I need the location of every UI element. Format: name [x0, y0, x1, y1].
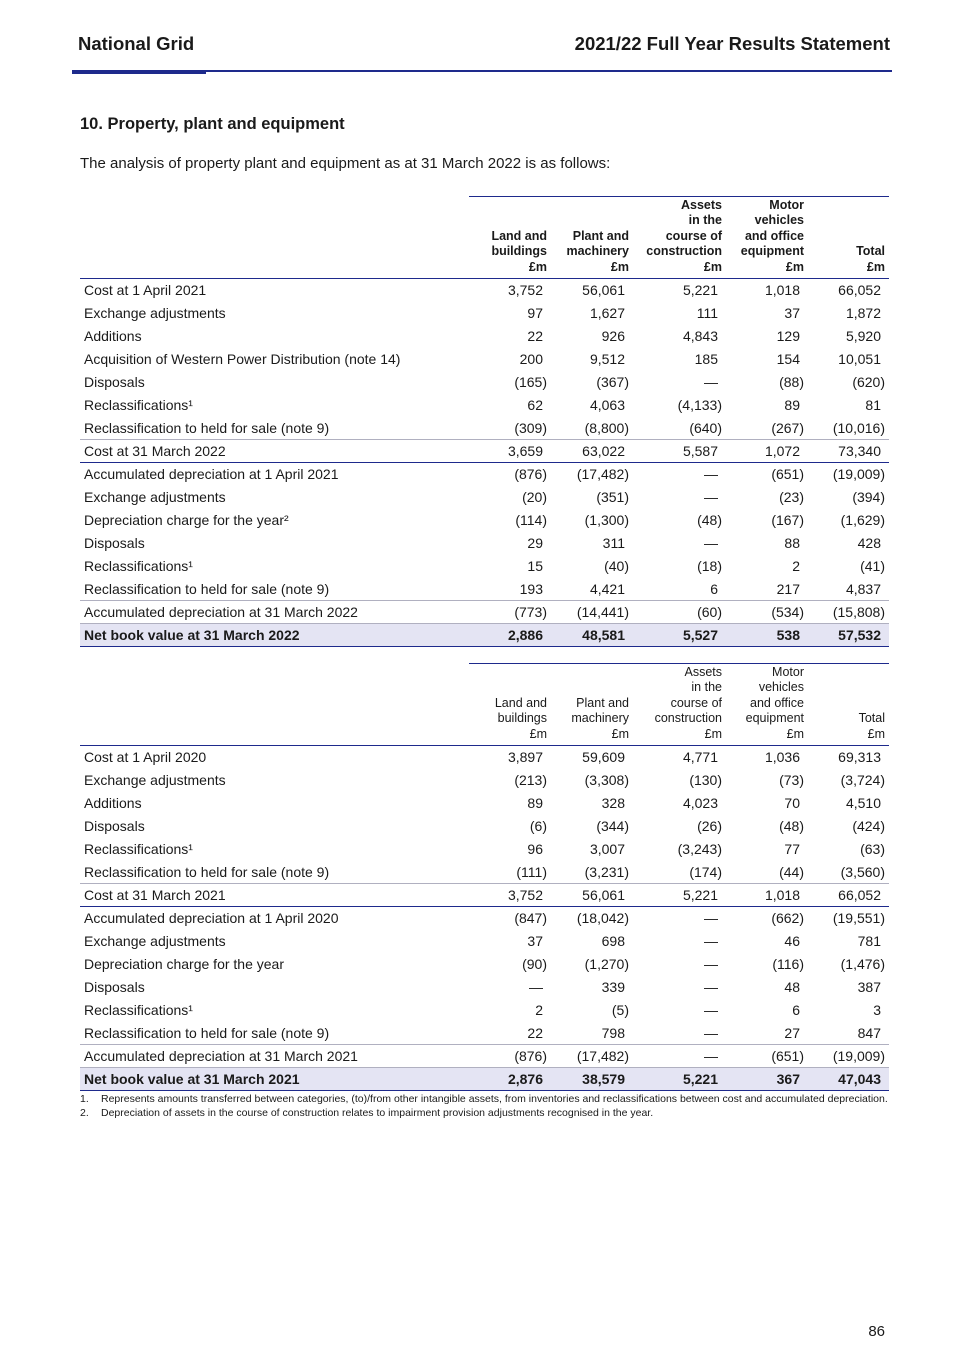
table-row: [80, 792, 889, 815]
cell-value: 200: [519, 351, 543, 367]
row-label: Reclassification to held for sale (note 9): [84, 863, 330, 880]
cell-value: —: [704, 933, 718, 949]
cell-value: (5): [611, 1002, 629, 1018]
cell-value: (424): [852, 818, 885, 834]
footnote-text: Depreciation of assets in the course of construction relates to impairment provision adjustments recognised in the year.: [101, 1107, 654, 1119]
row-label: Reclassifications¹: [84, 397, 193, 413]
column-header-line: course of: [670, 695, 722, 710]
cell-value: 57,532: [808, 624, 889, 647]
row-label: Depreciation charge for the year: [84, 956, 284, 972]
cell-value: (847): [514, 910, 547, 927]
column-header-line: £m: [867, 726, 885, 741]
column-header-construction: [633, 197, 726, 279]
cell-value: 5,587: [633, 440, 726, 463]
cell-value: 1,872: [845, 305, 881, 321]
cell-value: 22: [527, 1024, 543, 1041]
document-title: 2021/22 Full Year Results Statement: [574, 33, 890, 54]
cell-value: 185: [694, 351, 718, 367]
cell-value: (116): [772, 956, 804, 972]
cell-value: 48: [784, 979, 800, 995]
cell-value: 22: [527, 328, 543, 344]
cell-value: 15: [527, 558, 543, 574]
cell-value: (73): [779, 772, 804, 788]
header-accent-bar: [72, 70, 206, 74]
column-header-line: Assets: [684, 664, 722, 679]
cell-value: 56,061: [582, 282, 625, 299]
column-header-line: £m: [866, 259, 885, 274]
cell-value: (130): [689, 772, 722, 788]
cell-value: 70: [784, 795, 800, 811]
cell-value: (15,808): [808, 601, 889, 624]
cell-value: (114): [515, 512, 547, 528]
cell-value: 847: [857, 1024, 881, 1041]
cell-value: 46: [784, 933, 800, 949]
table-row: [80, 838, 889, 861]
column-header-line: construction: [646, 244, 722, 258]
cell-value: 81: [865, 397, 881, 413]
cell-value: 798: [601, 1024, 625, 1041]
cell-value: (3,231): [584, 863, 629, 880]
table-row: [80, 746, 889, 769]
page-header: [78, 33, 890, 59]
cell-value: 129: [776, 328, 800, 344]
cell-value: (3,243): [677, 841, 722, 857]
column-header-motor: [726, 197, 808, 279]
row-label: Cost at 31 March 2022: [80, 440, 469, 463]
row-label: Cost at 1 April 2021: [84, 282, 207, 299]
row-label: Reclassification to held for sale (note 9): [84, 419, 330, 436]
column-header-line: Plant and: [576, 695, 629, 710]
ppe-table-2022: [80, 196, 889, 647]
cell-value: 328: [601, 795, 625, 811]
cell-value: (213): [514, 772, 547, 788]
cell-value: 47,043: [808, 1068, 889, 1091]
cell-value: 538: [726, 624, 808, 647]
row-label: Reclassifications¹: [84, 841, 193, 857]
cell-value: 66,052: [808, 884, 889, 907]
column-header-line: Plant and: [572, 228, 629, 243]
cell-value: 3,659: [469, 440, 551, 463]
cell-value: —: [704, 1002, 718, 1018]
row-label: Exchange adjustments: [84, 489, 226, 505]
cell-value: (1,629): [840, 512, 885, 528]
table-row: [80, 371, 889, 394]
cell-value: 88: [784, 535, 800, 551]
cell-value: (620): [852, 374, 885, 390]
table-row: [80, 394, 889, 417]
cell-value: 38,579: [551, 1068, 633, 1091]
table-row: [80, 463, 889, 486]
cell-value: (344): [596, 818, 629, 834]
row-label: Disposals: [84, 979, 145, 995]
cell-value: —: [704, 910, 718, 927]
cell-value: (640): [689, 419, 722, 436]
cell-value: 217: [776, 580, 800, 597]
table-row: [80, 1045, 889, 1068]
column-header-land: [469, 197, 551, 279]
column-header-total: [808, 664, 889, 746]
ppe-table-2021: [80, 663, 889, 1091]
table-row: [80, 532, 889, 555]
cell-value: (534): [726, 601, 808, 624]
row-label: Net book value at 31 March 2021: [80, 1068, 469, 1091]
cell-value: (6): [529, 818, 547, 834]
column-header-total: [808, 197, 889, 279]
table-row: [80, 578, 889, 601]
cell-value: —: [704, 979, 718, 995]
column-header-line: machinery: [566, 244, 629, 258]
cell-value: 29: [527, 535, 543, 551]
cell-value: (18,042): [576, 910, 629, 927]
cell-value: 154: [776, 351, 800, 367]
row-label: Additions: [84, 328, 142, 344]
cell-value: 77: [784, 841, 800, 857]
column-header-line: £m: [703, 259, 722, 274]
cell-value: (60): [633, 601, 726, 624]
footnote-number: 2.: [80, 1107, 89, 1119]
company-name: National Grid: [78, 33, 195, 54]
cell-value: —: [704, 535, 718, 551]
table-row: [80, 348, 889, 371]
cell-value: (367): [596, 374, 629, 390]
cell-value: 27: [784, 1024, 800, 1041]
cell-value: 781: [857, 933, 881, 949]
column-header-blank: [80, 664, 469, 746]
cell-value: 4,421: [589, 580, 625, 597]
cell-value: (651): [771, 466, 804, 483]
cell-value: (63): [860, 841, 885, 857]
cell-value: 428: [857, 535, 881, 551]
cell-value: 2: [535, 1002, 543, 1018]
cell-value: 1,072: [726, 440, 808, 463]
cell-value: (174): [689, 863, 722, 880]
column-header-land: [469, 664, 551, 746]
cell-value: (26): [697, 818, 722, 834]
column-header-line: vehicles: [754, 213, 804, 227]
cell-value: (40): [604, 558, 629, 574]
cell-value: 111: [696, 305, 718, 321]
cell-value: (773): [469, 601, 551, 624]
row-label: Disposals: [84, 535, 145, 551]
table-row: [80, 601, 889, 624]
cell-value: (4,133): [677, 397, 722, 413]
cell-value: 59,609: [582, 749, 625, 766]
cell-value: —: [704, 1024, 718, 1041]
column-header-plant: [551, 664, 633, 746]
column-header-line: equipment: [745, 711, 804, 725]
row-label: Accumulated depreciation at 1 April 2020: [84, 910, 339, 927]
cell-value: 5,221: [682, 282, 718, 299]
cell-value: (876): [469, 1045, 551, 1068]
cell-value: (44): [779, 863, 804, 880]
column-header-line: £m: [785, 259, 804, 274]
cell-value: (88): [779, 374, 804, 390]
column-header-line: Assets: [681, 197, 722, 212]
footnote-text: Represents amounts transferred between categories, (to)/from other intangible assets, from inventories and reclassifications between cost and accumulated depreciation.: [101, 1093, 888, 1105]
table-row: [80, 861, 889, 884]
cell-value: 4,843: [682, 328, 718, 344]
footnotes: [80, 1093, 890, 1121]
table-row: [80, 417, 889, 440]
cell-value: 9,512: [589, 351, 625, 367]
table-row: [80, 555, 889, 578]
row-label: Exchange adjustments: [84, 772, 226, 788]
column-header-line: £m: [611, 726, 629, 741]
table-row: [80, 907, 889, 930]
cell-value: —: [633, 1045, 726, 1068]
table-row: [80, 624, 889, 647]
column-header-line: in the: [691, 680, 722, 694]
column-header-line: machinery: [571, 711, 629, 725]
row-label: Net book value at 31 March 2022: [80, 624, 469, 647]
cell-value: (14,441): [551, 601, 633, 624]
cell-value: —: [704, 374, 718, 390]
table-row: [80, 440, 889, 463]
cell-value: 89: [784, 397, 800, 413]
cell-value: 4,063: [589, 397, 625, 413]
cell-value: 63,022: [551, 440, 633, 463]
row-label: Reclassification to held for sale (note 9): [84, 1024, 330, 1041]
cell-value: 97: [527, 305, 543, 321]
row-label: Reclassification to held for sale (note 9): [84, 580, 330, 597]
row-label: Cost at 1 April 2020: [84, 749, 207, 766]
cell-value: 1,018: [764, 282, 800, 299]
cell-value: 4,771: [682, 749, 718, 766]
footnote-2: [80, 1107, 890, 1120]
cell-value: (165): [514, 374, 547, 390]
cell-value: (8,800): [584, 419, 629, 436]
cell-value: 2,876: [469, 1068, 551, 1091]
cell-value: 89: [527, 795, 543, 811]
table-row: [80, 999, 889, 1022]
row-label: Exchange adjustments: [84, 305, 226, 321]
column-header-line: buildings: [491, 244, 547, 258]
cell-value: 37: [527, 933, 543, 949]
row-label: Accumulated depreciation at 31 March 2022: [80, 601, 469, 624]
row-label: Depreciation charge for the year²: [84, 512, 289, 528]
column-header-line: buildings: [497, 711, 547, 725]
cell-value: 48,581: [551, 624, 633, 647]
cell-value: 5,221: [633, 1068, 726, 1091]
column-header-line: Total: [856, 244, 885, 258]
cell-value: 1,018: [726, 884, 808, 907]
row-label: Disposals: [84, 818, 145, 834]
column-header-line: £m: [786, 726, 804, 741]
cell-value: (167): [771, 512, 804, 528]
row-label: Additions: [84, 795, 142, 811]
cell-value: (17,482): [551, 1045, 633, 1068]
column-header-line: and office: [744, 228, 804, 243]
column-header-plant: [551, 197, 633, 279]
cell-value: 387: [857, 979, 881, 995]
cell-value: 926: [601, 328, 625, 344]
cell-value: (3,308): [584, 772, 629, 788]
cell-value: (3,560): [840, 863, 885, 880]
footnote-1: [80, 1093, 890, 1106]
cell-value: 4,837: [845, 580, 881, 597]
row-label: Accumulated depreciation at 31 March 2021: [80, 1045, 469, 1068]
table-row: [80, 509, 889, 532]
table-row: [80, 302, 889, 325]
cell-value: 698: [601, 933, 625, 949]
cell-value: 3,007: [589, 841, 625, 857]
column-header-line: Land and: [491, 228, 547, 243]
cell-value: —: [704, 489, 718, 505]
page-number: 86: [868, 1323, 885, 1340]
cell-value: 62: [527, 397, 543, 413]
cell-value: —: [704, 466, 718, 483]
cell-value: (18): [697, 558, 722, 574]
cell-value: 2,886: [469, 624, 551, 647]
column-header-line: construction: [654, 711, 722, 725]
column-header-line: and office: [750, 695, 804, 710]
cell-value: (20): [522, 489, 547, 505]
table-row: [80, 815, 889, 838]
column-header-line: Land and: [494, 695, 547, 710]
column-header-line: vehicles: [758, 680, 804, 694]
cell-value: 3: [873, 1002, 881, 1018]
cell-value: 367: [726, 1068, 808, 1091]
row-label: Accumulated depreciation at 1 April 2021: [84, 466, 339, 483]
cell-value: 5,527: [633, 624, 726, 647]
column-header-blank: [80, 197, 469, 279]
table-row: [80, 976, 889, 999]
cell-value: (394): [852, 489, 885, 505]
table-row: [80, 279, 889, 302]
cell-value: (48): [697, 512, 722, 528]
cell-value: 66,052: [838, 282, 881, 299]
cell-value: 6: [710, 580, 718, 597]
cell-value: (651): [726, 1045, 808, 1068]
table-row: [80, 884, 889, 907]
cell-value: (1,270): [584, 956, 629, 972]
cell-value: (17,482): [576, 466, 629, 483]
cell-value: 4,023: [682, 795, 718, 811]
table-row: [80, 769, 889, 792]
column-header-line: £m: [528, 259, 547, 274]
cell-value: 193: [519, 580, 543, 597]
column-header-line: £m: [610, 259, 629, 274]
cell-value: 3,752: [469, 884, 551, 907]
cell-value: 5,920: [845, 328, 881, 344]
cell-value: 10,051: [838, 351, 881, 367]
column-header-line: £m: [704, 726, 722, 741]
cell-value: 2: [792, 558, 800, 574]
section-title: 10. Property, plant and equipment: [80, 115, 345, 133]
cell-value: 73,340: [808, 440, 889, 463]
cell-value: 3,752: [507, 282, 543, 299]
row-label: Disposals: [84, 374, 145, 390]
cell-value: (1,300): [584, 512, 629, 528]
cell-value: 1,627: [589, 305, 625, 321]
column-header-line: Total: [858, 711, 885, 725]
cell-value: (1,476): [840, 956, 885, 972]
table-row: [80, 486, 889, 509]
cell-value: 56,061: [551, 884, 633, 907]
column-header-motor: [726, 664, 808, 746]
column-header-line: £m: [529, 726, 547, 741]
cell-value: —: [704, 956, 718, 972]
column-header-line: Motor: [772, 664, 804, 679]
cell-value: (876): [514, 466, 547, 483]
cell-value: (19,009): [832, 466, 885, 483]
cell-value: 5,221: [633, 884, 726, 907]
cell-value: (10,016): [832, 419, 885, 436]
cell-value: (19,009): [808, 1045, 889, 1068]
cell-value: 69,313: [838, 749, 881, 766]
row-label: Exchange adjustments: [84, 933, 226, 949]
cell-value: (662): [771, 910, 804, 927]
cell-value: —: [529, 979, 543, 995]
footnote-number: 1.: [80, 1093, 89, 1105]
column-header-line: equipment: [740, 244, 804, 258]
column-header-line: course of: [665, 228, 722, 243]
row-label: Acquisition of Western Power Distribution (note 14): [84, 351, 401, 367]
row-label: Reclassifications¹: [84, 558, 193, 574]
section-intro: The analysis of property plant and equipment as at 31 March 2022 is as follows:: [80, 155, 611, 172]
cell-value: (351): [596, 489, 629, 505]
column-header-line: Motor: [769, 197, 804, 212]
cell-value: 37: [784, 305, 800, 321]
cell-value: (111): [516, 863, 547, 880]
cell-value: 3,897: [507, 749, 543, 766]
cell-value: 339: [601, 979, 625, 995]
cell-value: 4,510: [845, 795, 881, 811]
cell-value: 1,036: [764, 749, 800, 766]
cell-value: (23): [779, 489, 804, 505]
cell-value: (19,551): [832, 910, 885, 927]
cell-value: (90): [522, 956, 547, 972]
cell-value: (309): [514, 419, 547, 436]
cell-value: 96: [527, 841, 543, 857]
cell-value: 6: [792, 1002, 800, 1018]
row-label: Cost at 31 March 2021: [80, 884, 469, 907]
cell-value: 311: [602, 535, 625, 551]
cell-value: (267): [771, 419, 804, 436]
cell-value: (3,724): [840, 772, 885, 788]
table-row: [80, 1068, 889, 1091]
table-row: [80, 325, 889, 348]
row-label: Reclassifications¹: [84, 1002, 193, 1018]
cell-value: (41): [860, 558, 885, 574]
table-row: [80, 1022, 889, 1045]
column-header-construction: [633, 664, 726, 746]
table-row: [80, 930, 889, 953]
table-row: [80, 953, 889, 976]
column-header-line: in the: [688, 213, 722, 227]
cell-value: (48): [779, 818, 804, 834]
